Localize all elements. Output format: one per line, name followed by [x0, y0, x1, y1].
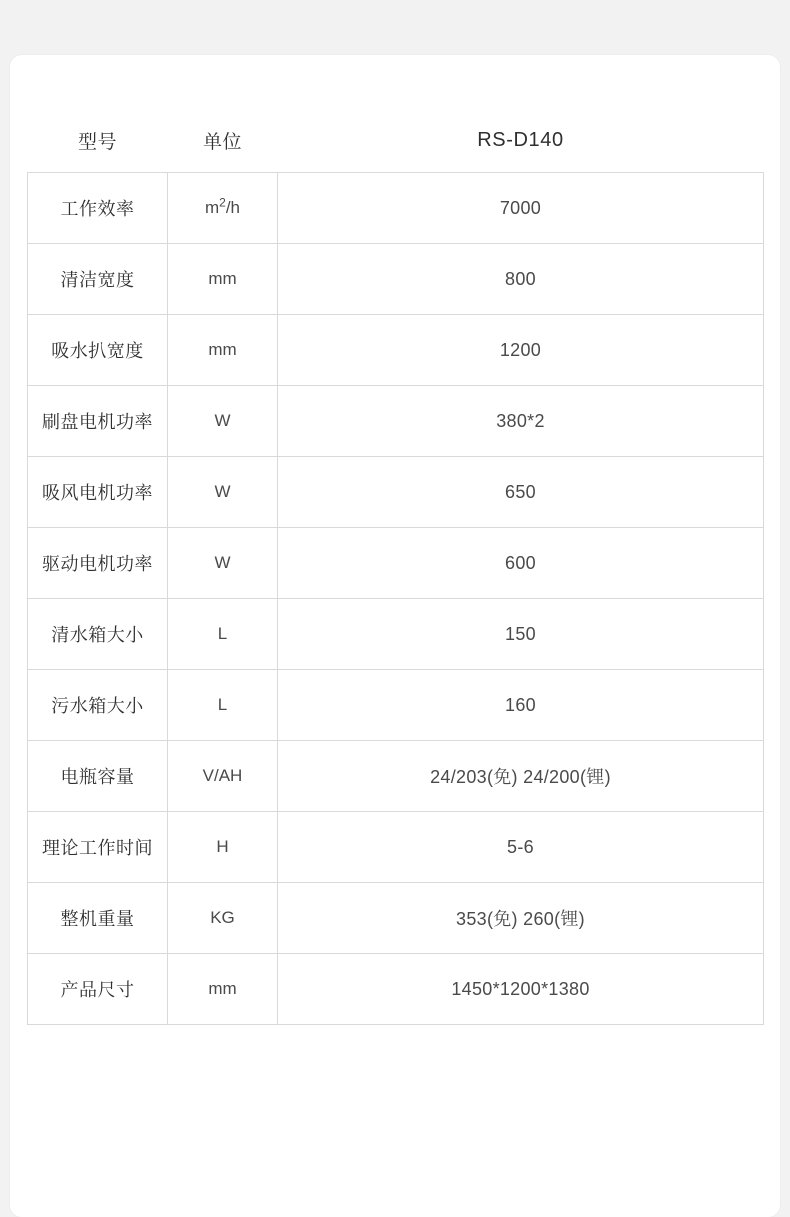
table-body [28, 173, 764, 1025]
spec-value: 5-6 [278, 812, 764, 883]
spec-value: 24/203(免) 24/200(锂) [278, 741, 764, 812]
table-row [28, 244, 764, 315]
header-model-value: RS-D140 [477, 129, 564, 151]
table-row [28, 173, 764, 244]
specification-table-wrapper [27, 113, 763, 1025]
spec-label: 清洁宽度 [28, 244, 168, 315]
spec-label: 刷盘电机功率 [28, 386, 168, 457]
table-row [28, 741, 764, 812]
spec-label: 电瓶容量 [28, 741, 168, 812]
table-row [28, 457, 764, 528]
spec-label: 吸水扒宽度 [28, 315, 168, 386]
spec-unit: mm [168, 315, 278, 386]
specification-table [27, 113, 764, 1025]
table-row [28, 528, 764, 599]
spec-value: 1200 [278, 315, 764, 386]
spec-unit: L [168, 599, 278, 670]
spec-label: 产品尺寸 [28, 954, 168, 1025]
spec-label: 污水箱大小 [28, 670, 168, 741]
header-unit-label: 单位 [202, 132, 242, 153]
spec-label: 工作效率 [28, 173, 168, 244]
spec-value: 1450*1200*1380 [278, 954, 764, 1025]
spec-label: 吸风电机功率 [28, 457, 168, 528]
spec-unit: L [168, 670, 278, 741]
table-header-row [28, 113, 764, 173]
spec-unit: V/AH [168, 741, 278, 812]
spec-value: 380*2 [278, 386, 764, 457]
table-row [28, 954, 764, 1025]
spec-value: 150 [278, 599, 764, 670]
table-row [28, 883, 764, 954]
table-row [28, 670, 764, 741]
spec-unit: W [168, 386, 278, 457]
table-header [28, 113, 764, 173]
spec-unit: mm [168, 954, 278, 1025]
spec-value: 650 [278, 457, 764, 528]
spec-unit: W [168, 457, 278, 528]
spec-value: 600 [278, 528, 764, 599]
spec-value: 800 [278, 244, 764, 315]
spec-unit: KG [168, 883, 278, 954]
table-row [28, 812, 764, 883]
spec-label: 整机重量 [28, 883, 168, 954]
spec-label: 驱动电机功率 [28, 528, 168, 599]
header-model-label: 型号 [77, 132, 117, 153]
table-row [28, 599, 764, 670]
spec-value: 160 [278, 670, 764, 741]
spec-unit: W [168, 528, 278, 599]
spec-unit: $m^2/h$ [168, 173, 278, 244]
spec-value: 7000 [278, 173, 764, 244]
spec-label: 清水箱大小 [28, 599, 168, 670]
spec-label: 理论工作时间 [28, 812, 168, 883]
spec-value: 353(免) 260(锂) [278, 883, 764, 954]
spec-unit: mm [168, 244, 278, 315]
spec-sheet-page [10, 55, 780, 1217]
table-row [28, 386, 764, 457]
table-row [28, 315, 764, 386]
spec-unit: H [168, 812, 278, 883]
